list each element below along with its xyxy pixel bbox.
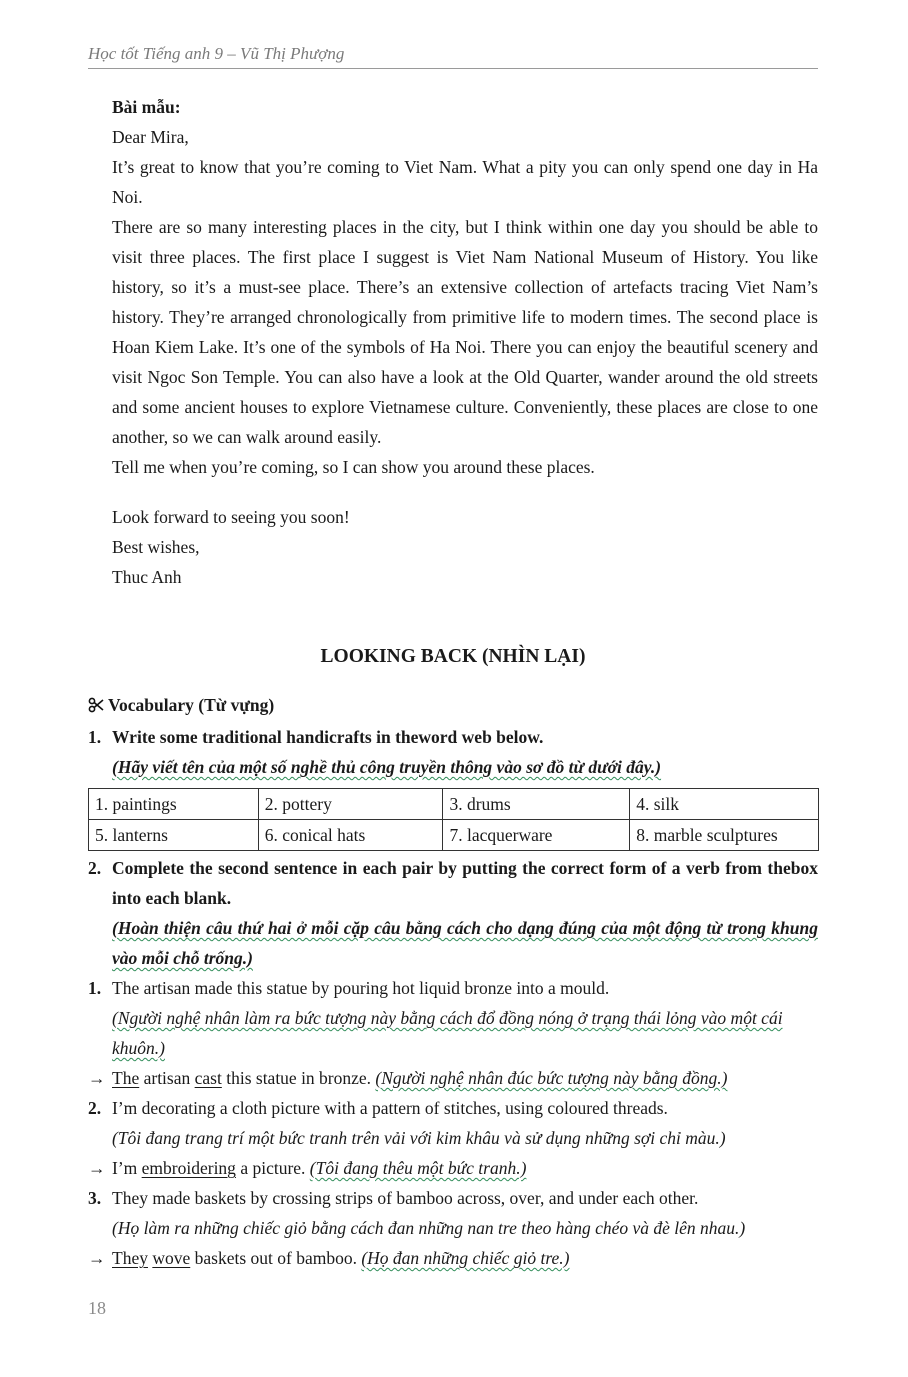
item-sentence: They made baskets by crossing strips of bamboo across, over, and under each other. <box>112 1188 699 1208</box>
answer-translation: (Người nghệ nhân đúc bức tượng này bằng đồng.) <box>375 1068 728 1088</box>
answer-text: artisan <box>139 1068 195 1088</box>
exercise-1 <box>88 722 818 782</box>
list-item <box>88 1093 818 1123</box>
exercise-translation: (Hãy viết tên của một số nghề thủ công truyền thông vào sơ đồ từ dưới đây.) <box>112 757 662 777</box>
table-cell: 7. lacquerware <box>443 820 630 851</box>
exercise-instruction: Write some traditional handicrafts in theword web below. <box>112 727 544 747</box>
item-answer <box>88 1153 818 1183</box>
item-number: 2. <box>88 1098 102 1118</box>
list-item <box>88 1183 818 1213</box>
item-number: 3. <box>88 1188 102 1208</box>
page-number: 18 <box>88 1298 106 1318</box>
scissors-icon <box>88 690 108 720</box>
table-row <box>89 789 819 820</box>
word-table <box>88 788 819 851</box>
item-number: 1. <box>88 978 102 998</box>
letter-salutation: Dear Mira, <box>112 127 189 147</box>
item-translation: (Họ làm ra những chiếc giỏ bằng cách đan những nan tre theo hàng chéo và đè lên nhau.) <box>112 1218 746 1238</box>
answer-translation: (Tôi đang thêu một bức tranh.) <box>309 1158 527 1178</box>
list-item <box>88 973 818 1003</box>
item-translation: (Tôi đang trang trí một bức tranh trên vải với kim khâu và sử dụng những sợi chỉ màu.) <box>112 1128 726 1148</box>
exercise-2 <box>88 853 818 1273</box>
vocabulary-heading <box>88 690 818 720</box>
running-header: Học tốt Tiếng anh 9 – Vũ Thị Phượng <box>88 44 818 69</box>
table-row <box>89 820 819 851</box>
exercise-number: 2. <box>88 858 102 878</box>
answer-text: baskets out of bamboo. <box>190 1248 362 1268</box>
letter-paragraph-1: It’s great to know that you’re coming to Viet Nam. What a pity you can only spend one day in Ha Noi. <box>112 157 818 207</box>
sample-heading: Bài mẫu: <box>112 97 181 117</box>
exercise-number: 1. <box>88 727 102 747</box>
answer-text: a picture. <box>235 1158 310 1178</box>
item-answer <box>88 1063 818 1093</box>
table-cell: 8. marble sculptures <box>630 820 819 851</box>
item-sentence: The artisan made this statue by pouring hot liquid bronze into a mould. <box>112 978 610 998</box>
table-cell: 4. silk <box>630 789 819 820</box>
arrow-icon: → <box>88 1158 106 1178</box>
arrow-icon: → <box>88 1068 106 1088</box>
answer-subject: The <box>112 1068 140 1088</box>
letter-paragraph-3: Tell me when you’re coming, so I can show you around these places. <box>112 457 595 477</box>
vocabulary-label: Vocabulary (Từ vựng) <box>108 695 275 715</box>
item-sentence: I’m decorating a cloth picture with a pattern of stitches, using coloured threads. <box>112 1098 668 1118</box>
exercise-translation: (Hoàn thiện câu thứ hai ở mỗi cặp câu bằng cách cho dạng đúng của một động từ trong khung vào mỗi chỗ trống.) <box>112 918 818 968</box>
letter-closing: Look forward to seeing you soon! <box>112 507 350 527</box>
answer-text: this statue in bronze. <box>221 1068 376 1088</box>
table-cell: 6. conical hats <box>258 820 443 851</box>
arrow-icon: → <box>88 1248 106 1268</box>
table-cell: 3. drums <box>443 789 630 820</box>
table-cell: 5. lanterns <box>89 820 259 851</box>
item-answer <box>88 1243 818 1273</box>
letter-signature: Thuc Anh <box>112 567 182 587</box>
exercise-instruction: Complete the second sentence in each pair by putting the correct form of a verb from thebox into each blank. <box>112 858 818 908</box>
table-cell: 2. pottery <box>258 789 443 820</box>
table-cell: 1. paintings <box>89 789 259 820</box>
sample-letter <box>112 92 818 592</box>
section-title: LOOKING BACK (NHÌN LẠI) <box>320 646 586 667</box>
answer-text: I’m <box>112 1158 142 1178</box>
letter-sign-off: Best wishes, <box>112 537 200 557</box>
answer-verb: cast <box>194 1068 222 1088</box>
answer-verb: wove <box>152 1248 191 1268</box>
letter-paragraph-2: There are so many interesting places in the city, but I think within one day you should be able to visit three places. The first place I suggest is Viet Nam National Museum of History. You like history, so it’s a must-see place. There’s an extensive collection of artefacts tracing Viet Nam’s history. They’re arranged chronologically from primitive life to modern times. The second place is Hoan Kiem Lake. It’s one of the symbols of Ha Noi. There you can enjoy the beautiful scenery and visit Ngoc Son Temple. You can also have a look at the Old Quarter, wander around the old streets and some ancient houses to explore Vietnamese culture. Conveniently, these places are close to one another, so we can walk around easily. <box>112 217 818 447</box>
answer-translation: (Họ đan những chiếc giỏ tre.) <box>361 1248 570 1268</box>
answer-verb: embroidering <box>141 1158 236 1178</box>
item-translation: (Người nghệ nhân làm ra bức tượng này bằng cách đổ đồng nóng ở trạng thái lỏng vào một cái khuôn.) <box>112 1008 783 1058</box>
answer-subject: They <box>112 1248 148 1268</box>
